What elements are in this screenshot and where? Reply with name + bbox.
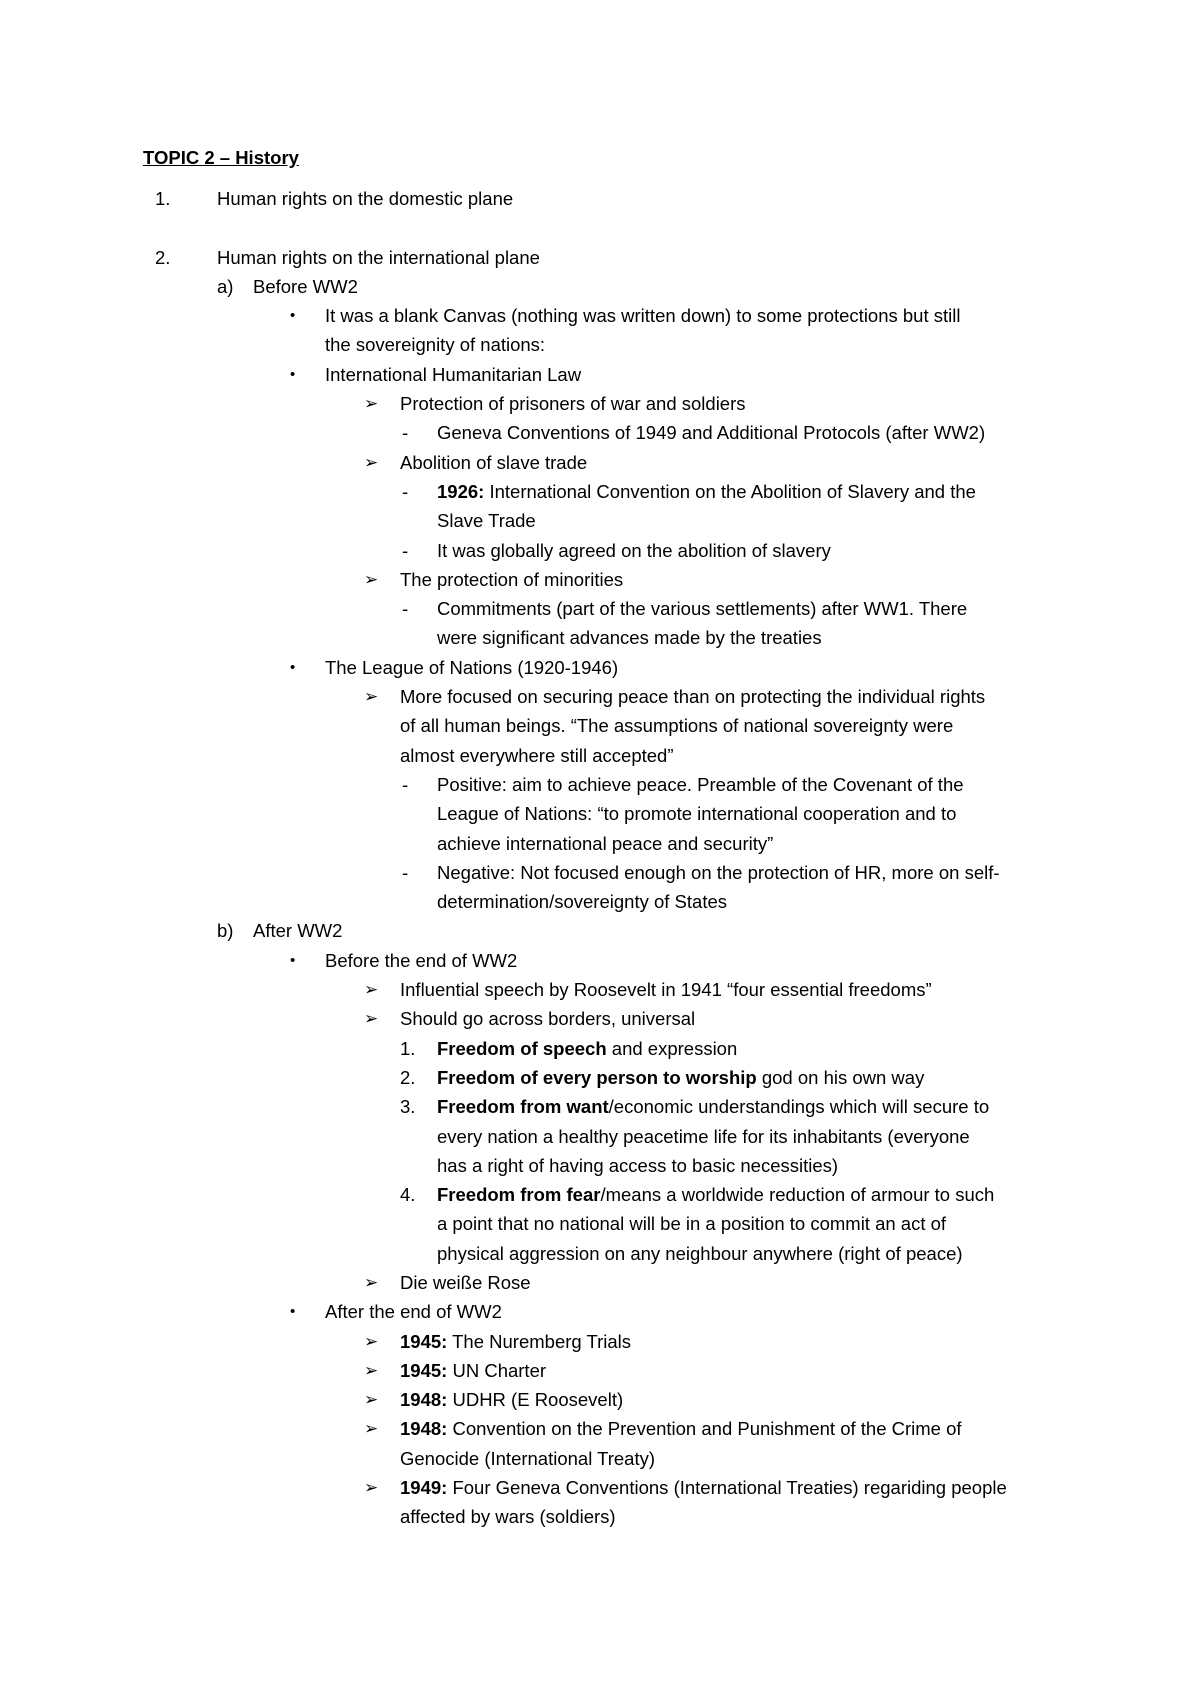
- dash-icon: -: [402, 861, 409, 883]
- list-item: 3. Freedom from want/economic understandings which will secure to: [400, 1096, 990, 1118]
- list-item: • The League of Nations (1920-1946): [0, 653, 1200, 682]
- arrow-icon: ➢: [364, 1331, 379, 1351]
- list-item: ➢ More focused on securing peace than on protecting the individual rights: [0, 682, 1200, 711]
- list-item: • International Humanitarian Law: [0, 360, 1200, 389]
- dash-icon: -: [402, 773, 409, 795]
- list-item: - It was globally agreed on the abolition of slavery: [0, 536, 1200, 565]
- arrow-icon: ➢: [364, 394, 379, 414]
- arrow-icon: ➢: [364, 569, 379, 589]
- page-title: TOPIC 2 – History: [143, 147, 299, 168]
- list-item: 4. Freedom from fear/means a worldwide reduction of armour to such: [400, 1184, 995, 1206]
- list-item: ➢ Protection of prisoners of war and soldiers: [0, 389, 1200, 418]
- arrow-icon: ➢: [364, 1419, 379, 1439]
- list-item: - Negative: Not focused enough on the protection of HR, more on self-: [0, 858, 1200, 887]
- list-item: - Commitments (part of the various settlements) after WW1. There: [0, 594, 1200, 623]
- arrow-icon: ➢: [364, 1478, 379, 1498]
- list-item: ➢ 1945: UN Charter: [0, 1356, 1200, 1385]
- dash-icon: -: [402, 598, 409, 620]
- arrow-icon: ➢: [364, 1360, 379, 1380]
- dash-icon: -: [402, 422, 409, 444]
- list-item: • It was a blank Canvas (nothing was written down) to some protections but still: [0, 301, 1200, 330]
- subsection-label: Before WW2: [253, 275, 358, 297]
- list-item: ➢ 1945: The Nuremberg Trials: [0, 1327, 1200, 1356]
- subsection-marker: b): [217, 920, 234, 942]
- list-item: - Geneva Conventions of 1949 and Additional Protocols (after WW2): [0, 418, 1200, 447]
- list-item: ➢ The protection of minorities: [0, 565, 1200, 594]
- bullet-icon: •: [290, 365, 296, 383]
- arrow-icon: ➢: [364, 1390, 379, 1410]
- section-2: [0, 243, 1200, 272]
- list-item: 2. Freedom of every person to worship god on his own way: [400, 1066, 925, 1088]
- list-item: - Positive: aim to achieve peace. Preamble of the Covenant of the: [0, 770, 1200, 799]
- section-number: 1.: [155, 188, 171, 210]
- bullet-icon: •: [290, 951, 296, 969]
- list-item: • After the end of WW2: [0, 1297, 1200, 1326]
- list-item: ➢ 1948: UDHR (E Roosevelt): [0, 1385, 1200, 1414]
- arrow-icon: ➢: [364, 980, 379, 1000]
- section-number: 2.: [155, 246, 171, 268]
- bullet-icon: •: [290, 307, 296, 325]
- arrow-icon: ➢: [364, 687, 379, 707]
- bullet-icon: •: [290, 658, 296, 676]
- title-line: [0, 143, 1200, 172]
- list-item: ➢ Should go across borders, universal: [0, 1004, 1200, 1033]
- document-body: TOPIC 2 – History 1. Human rights on the domestic plane 2. Human rights on the international plane a) Before WW2 • It was a blank Canvas (nothing was written down) to some protections but still the sovereignity of nations: • International Humanitarian Law ➢ Protection of prisoners of war and soldiers - Geneva Conventions of 1949 and Additional Protocols (after WW2) ➢ Abolition of slave trade - 1926: International Convention on the Abolition of Slavery and the Slave Trade - It was globally agreed on the abolition of slavery ➢ The protection of minorities - Commitments (part of the various settlements) after WW1. There were significant advances made by the treaties • The League of Nations (1920-1946) ➢ More focused on securing peace than on protecting the individual rights of all human beings. “The assumptions of national sovereignty were almost everywhere still accepted” - Positive: aim to achieve peace. Preamble of the Covenant of the League of Nations: “to promote international cooperation and to achieve international peace and security” - Negative: Not focused enough on the protection of HR, more on self- determination/sovereignty of States b) After WW2 • Before the end of WW2 ➢ Influential speech by Roosevelt in 1941 “four essential freedoms” ➢ Should go across borders, universal 1. Freedom of speech and expression 2. Freedom of every person to worship god on his own way 3. Freedom from want/economic understandings which will secure to every nation a healthy peacetime life for its inhabitants (everyone has a right of having access to basic necessities) 4. Freedom from fear/means a worldwide reduction of armour to such a point that no national will be in a position to commit an act of physical aggression on any neighbour anywhere (right of peace) ➢ Die weiße Rose • After the end of WW2 ➢ 1945: The Nuremberg Trials ➢ 1945: UN Charter ➢ 1948: UDHR (E Roosevelt) ➢ 1948: Convention on the Prevention and Punishment of the Crime of Genocide (International Treaty) ➢ 1949: Four Geneva Conventions (International Treaties) regariding people affected by wars (soldiers): [0, 143, 1200, 1532]
- list-item: ➢ Influential speech by Roosevelt in 1941 “four essential freedoms”: [0, 975, 1200, 1004]
- subsection-marker: a): [217, 275, 234, 297]
- dash-icon: -: [402, 539, 409, 561]
- subsection-b: [0, 916, 1200, 945]
- section-1: [0, 184, 1200, 213]
- arrow-icon: ➢: [364, 1272, 379, 1292]
- list-item: ➢ 1948: Convention on the Prevention and Punishment of the Crime of: [0, 1414, 1200, 1443]
- list-item: - 1926: International Convention on the Abolition of Slavery and the: [0, 477, 1200, 506]
- list-item: • Before the end of WW2: [0, 946, 1200, 975]
- subsection-label: After WW2: [253, 920, 343, 942]
- section-text: Human rights on the international plane: [217, 246, 540, 268]
- list-item: ➢ Die weiße Rose: [0, 1268, 1200, 1297]
- arrow-icon: ➢: [364, 452, 379, 472]
- dash-icon: -: [402, 480, 409, 502]
- arrow-icon: ➢: [364, 1009, 379, 1029]
- subsection-a: [0, 272, 1200, 301]
- list-item: ➢ Abolition of slave trade: [0, 448, 1200, 477]
- section-text: Human rights on the domestic plane: [217, 188, 514, 210]
- list-item: ➢ 1949: Four Geneva Conventions (International Treaties) regariding people: [0, 1473, 1200, 1502]
- bullet-icon: •: [290, 1303, 296, 1321]
- list-item: 1. Freedom of speech and expression: [400, 1037, 738, 1059]
